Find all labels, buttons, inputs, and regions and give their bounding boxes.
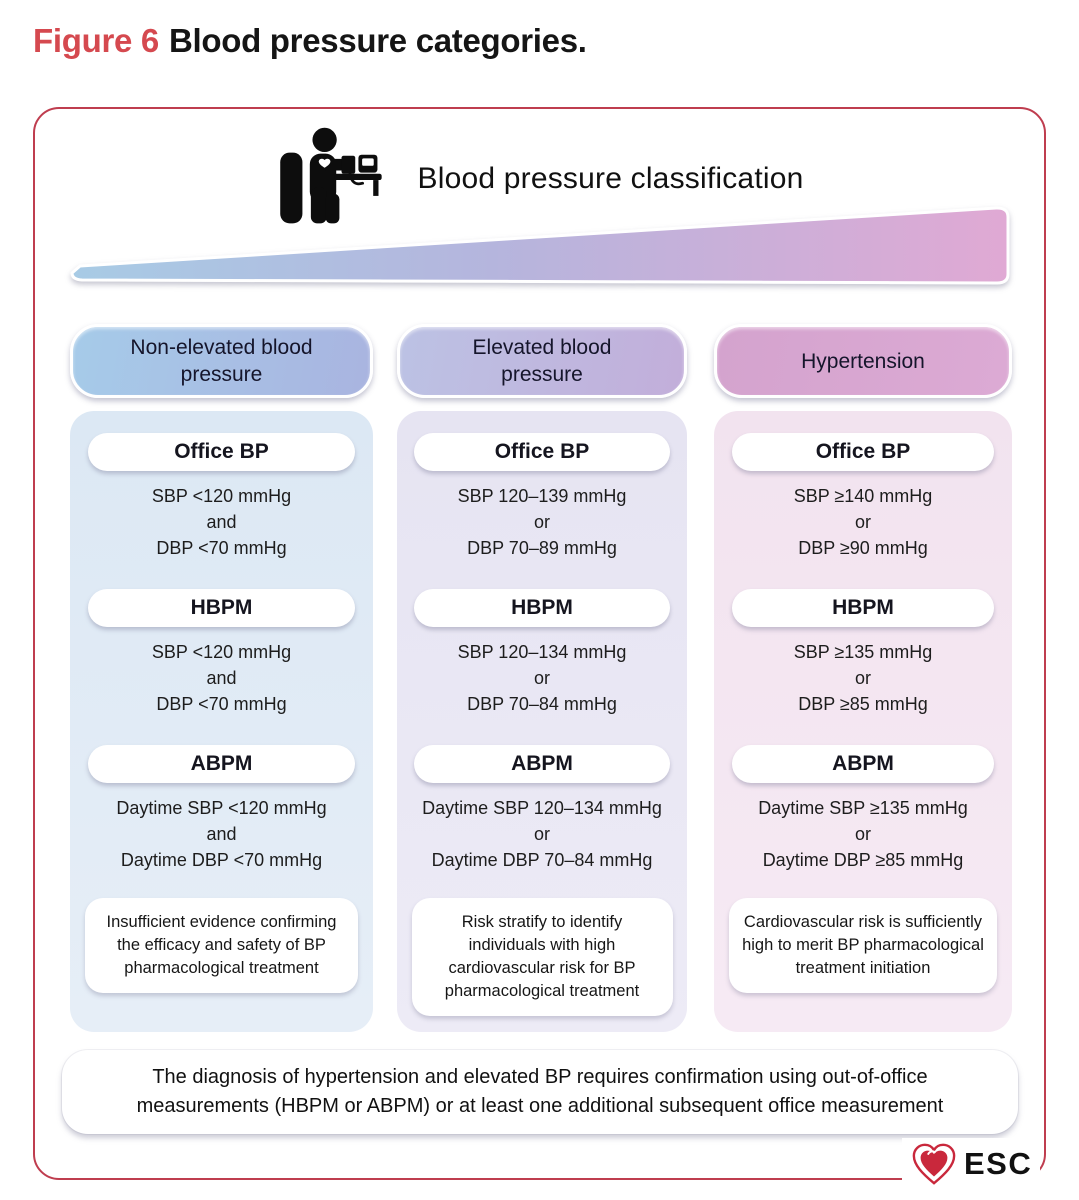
- esc-logo: [902, 1138, 1040, 1190]
- office-bp-values: [397, 483, 687, 561]
- sbp-value: SBP <120 mmHg: [151, 486, 292, 506]
- footnote-line-2: measurements (HBPM or ABPM) or at least one additional subsequent office measurement: [136, 1095, 944, 1117]
- conjunction: and: [206, 824, 237, 844]
- esc-heart-logo-icon: [910, 1141, 958, 1187]
- abpm-label: ABPM: [414, 745, 669, 783]
- hbpm-values: [397, 639, 687, 717]
- classification-title: Blood pressure classification: [417, 162, 804, 195]
- column-non-elevated: [70, 324, 373, 1032]
- office-bp-label: Office BP: [414, 433, 669, 471]
- esc-logo-text: ESC: [964, 1146, 1033, 1181]
- column-note: Insufficient evidence confirming the efficacy and safety of BP pharmacological treatment: [85, 898, 358, 993]
- dbp-value: DBP ≥90 mmHg: [798, 538, 928, 558]
- hbpm-label: HBPM: [414, 589, 669, 627]
- sbp-value: SBP 120–139 mmHg: [457, 486, 627, 506]
- column-body-elevated: [397, 411, 687, 1032]
- abpm-label: ABPM: [732, 745, 994, 783]
- classification-panel: [33, 107, 1046, 1180]
- abpm-label: ABPM: [88, 745, 355, 783]
- conjunction: or: [533, 512, 550, 532]
- conjunction: and: [206, 512, 237, 532]
- column-header-non-elevated: Non-elevated blood pressure: [70, 324, 373, 398]
- dbp-value: Daytime DBP ≥85 mmHg: [762, 850, 964, 870]
- abpm-values: [714, 795, 1012, 873]
- column-header-elevated: Elevated blood pressure: [397, 324, 687, 398]
- office-bp-values: [714, 483, 1012, 561]
- conjunction: or: [533, 668, 550, 688]
- office-bp-values: [70, 483, 373, 561]
- column-note: Risk stratify to identify individuals with high cardiovascular risk for BP pharmacological treatment: [412, 898, 673, 1016]
- sbp-value: SBP ≥135 mmHg: [793, 642, 933, 662]
- hbpm-values: [70, 639, 373, 717]
- hbpm-label: HBPM: [732, 589, 994, 627]
- abpm-values: [70, 795, 373, 873]
- figure-caption-text: Blood pressure categories.: [168, 22, 587, 59]
- dbp-value: Daytime DBP 70–84 mmHg: [431, 850, 653, 870]
- footnote-line-1: The diagnosis of hypertension and elevated BP requires confirmation using out-of-office: [152, 1066, 928, 1088]
- dbp-value: DBP ≥85 mmHg: [798, 694, 928, 714]
- conjunction: or: [533, 824, 550, 844]
- conjunction: or: [854, 512, 871, 532]
- column-note: Cardiovascular risk is sufficiently high to merit BP pharmacological treatment initiation: [729, 898, 997, 993]
- sbp-value: SBP 120–134 mmHg: [457, 642, 627, 662]
- dbp-value: DBP <70 mmHg: [156, 694, 287, 714]
- figure-number: Figure 6: [33, 22, 159, 59]
- conjunction: or: [854, 824, 871, 844]
- abpm-values: [397, 795, 687, 873]
- dbp-value: DBP <70 mmHg: [156, 538, 287, 558]
- severity-gradient-wedge: [70, 204, 1012, 290]
- sbp-value: Daytime SBP 120–134 mmHg: [422, 798, 662, 818]
- sbp-value: SBP ≥140 mmHg: [793, 486, 933, 506]
- conjunction: or: [854, 668, 871, 688]
- sbp-value: SBP <120 mmHg: [151, 642, 292, 662]
- column-hypertension: [714, 324, 1012, 1032]
- confirmation-footnote: [62, 1050, 1018, 1134]
- column-body-non-elevated: [70, 411, 373, 1032]
- office-bp-label: Office BP: [732, 433, 994, 471]
- dbp-value: Daytime DBP <70 mmHg: [120, 850, 323, 870]
- column-header-hypertension: Hypertension: [714, 324, 1012, 398]
- dbp-value: DBP 70–84 mmHg: [467, 694, 617, 714]
- dbp-value: DBP 70–89 mmHg: [467, 538, 617, 558]
- office-bp-label: Office BP: [88, 433, 355, 471]
- figure-caption: [33, 22, 587, 60]
- hbpm-label: HBPM: [88, 589, 355, 627]
- column-elevated: [397, 324, 687, 1032]
- column-body-hypertension: [714, 411, 1012, 1032]
- sbp-value: Daytime SBP <120 mmHg: [116, 798, 327, 818]
- hbpm-values: [714, 639, 1012, 717]
- conjunction: and: [206, 668, 237, 688]
- sbp-value: Daytime SBP ≥135 mmHg: [758, 798, 968, 818]
